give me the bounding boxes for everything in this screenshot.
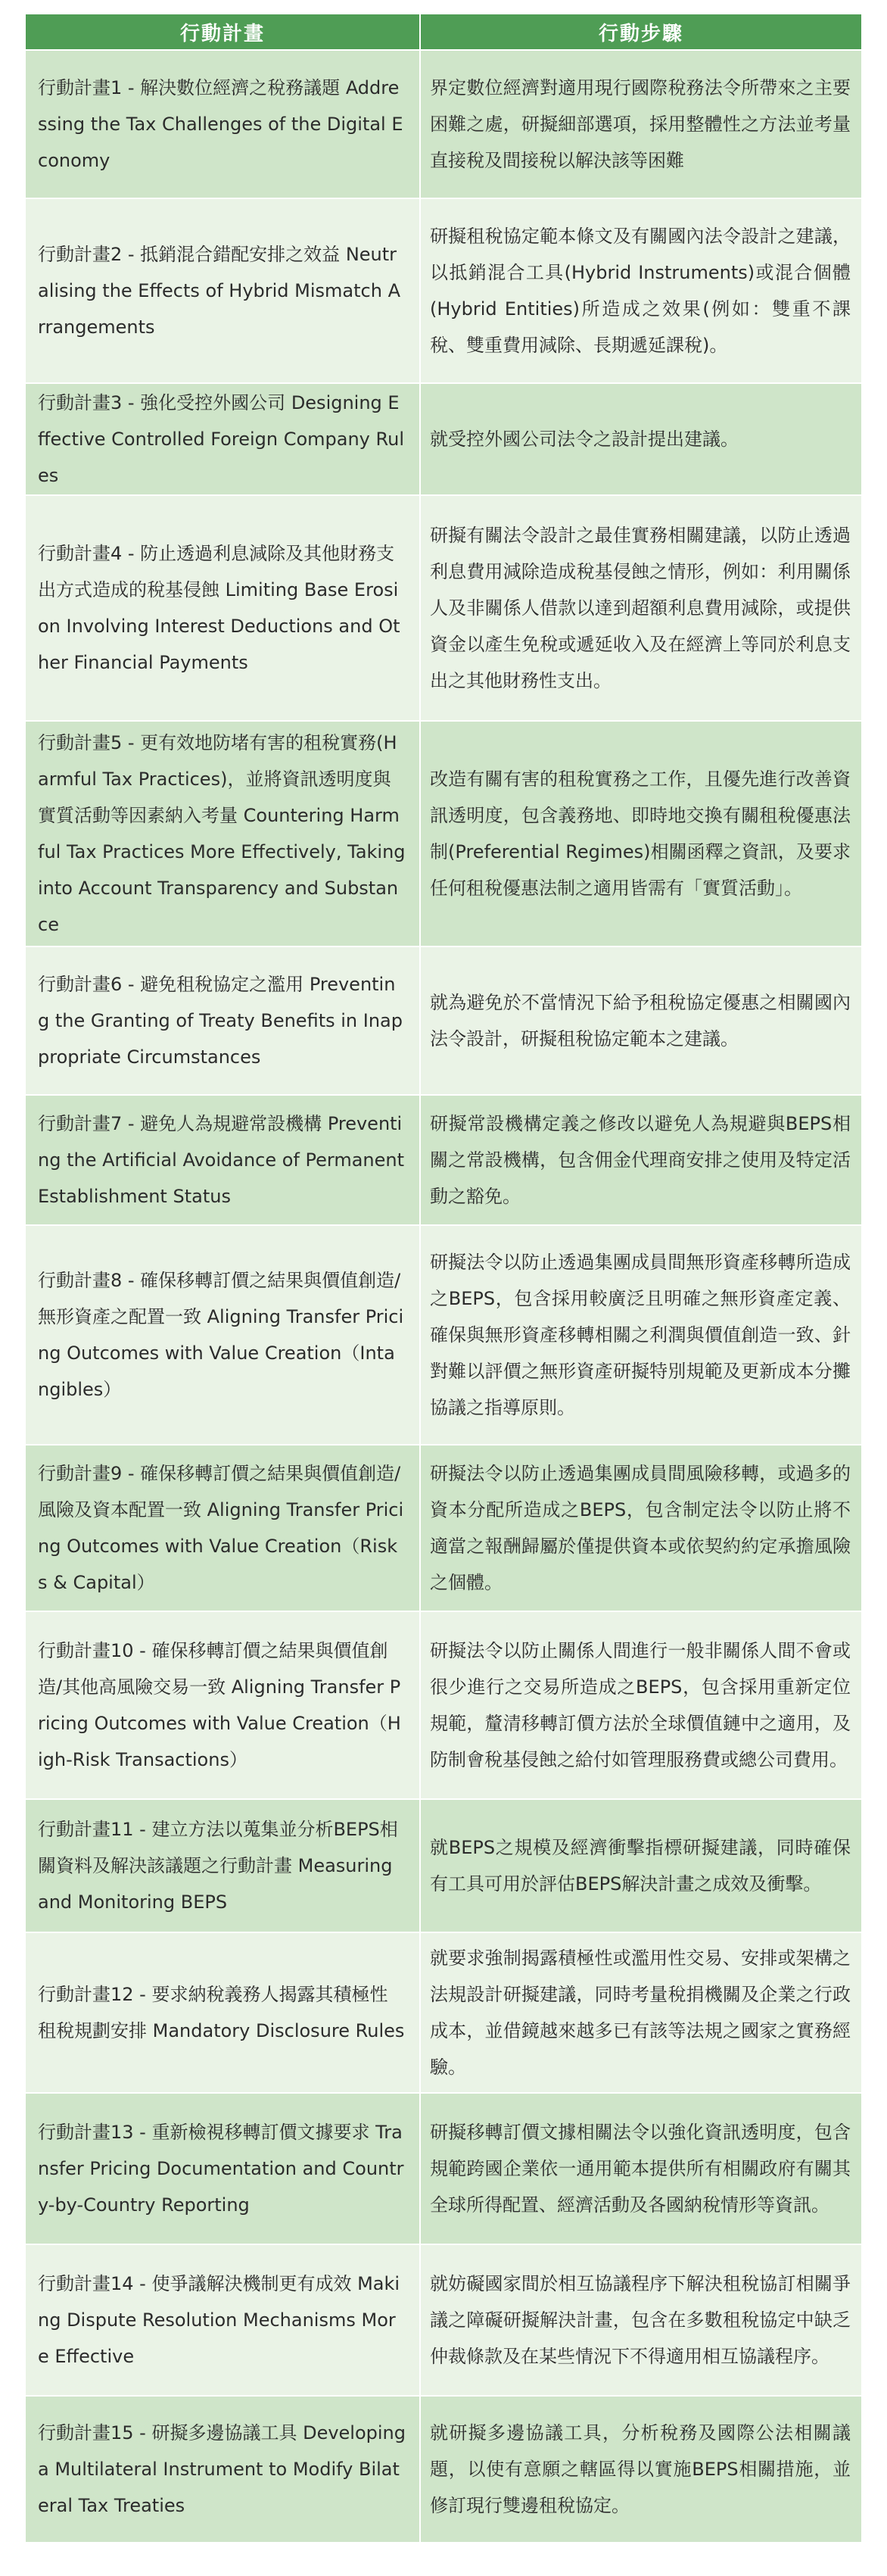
- step-text: 就研擬多邊協議工具，分析稅務及國際公法相關議題，以使有意願之轄區得以實施BEPS相關措施，並修訂現行雙邊租稅協定。: [430, 2422, 851, 2516]
- plan-text: 行動計畫4 - 防止透過利息減除及其他財務支出方式造成的稅基侵蝕 Limiting Base Erosion Involving Interest Deductions and Other Financial Payments: [38, 543, 400, 673]
- step-cell: [420, 1932, 861, 2093]
- plan-cell: [26, 495, 420, 721]
- table-row: [26, 383, 861, 495]
- step-text: 就為避免於不當情況下給予租稅協定優惠之相關國內法令設計，研擬租稅協定範本之建議。: [430, 992, 851, 1049]
- plan-text: 行動計畫10 - 確保移轉訂價之結果與價值創造/其他高風險交易一致 Aligning Transfer Pricing Outcomes with Value Creation（High-Risk Transactions）: [38, 1640, 401, 1770]
- step-text: 研擬法令以防止透過集團成員間風險移轉，或過多的資本分配所造成之BEPS，包含制定法令以防止將不適當之報酬歸屬於僅提供資本或依契約約定承擔風險之個體。: [430, 1463, 851, 1593]
- table-row: [26, 1445, 861, 1611]
- header-action-plan: 行動計畫: [26, 14, 420, 50]
- step-cell: [420, 1611, 861, 1799]
- plan-text: 行動計畫6 - 避免租稅協定之濫用 Preventing the Granting of Treaty Benefits in Inappropriate Circumstances: [38, 974, 403, 1068]
- plan-text: 行動計畫11 - 建立方法以蒐集並分析BEPS相關資料及解決該議題之行動計畫 Measuring and Monitoring BEPS: [38, 1819, 398, 1913]
- plan-text: 行動計畫15 - 研擬多邊協議工具 Developing a Multilateral Instrument to Modify Bilateral Tax Treaties: [38, 2422, 406, 2516]
- step-cell: [420, 1445, 861, 1611]
- table-row: [26, 50, 861, 198]
- step-cell: [420, 721, 861, 947]
- plan-text: 行動計畫2 - 抵銷混合錯配安排之效益 Neutralising the Effects of Hybrid Mismatch Arrangements: [38, 244, 400, 338]
- step-text: 研擬常設機構定義之修改以避免人為規避與BEPS相關之常設機構，包含佣金代理商安排之使用及特定活動之豁免。: [430, 1113, 851, 1207]
- plan-cell: [26, 383, 420, 495]
- step-cell: [420, 947, 861, 1095]
- plan-text: 行動計畫9 - 確保移轉訂價之結果與價值創造/風險及資本配置一致 Aligning Transfer Pricing Outcomes with Value Creation（Risks & Capital）: [38, 1463, 404, 1593]
- step-text: 就受控外國公司法令之設計提出建議。: [430, 429, 739, 450]
- header-action-steps: 行動步驟: [420, 14, 861, 50]
- table-row: [26, 1095, 861, 1225]
- step-text: 就要求強制揭露積極性或濫用性交易、安排或架構之法規設計研擬建議，同時考量稅捐機關及企業之行政成本，並借鏡越來越多已有該等法規之國家之實務經驗。: [430, 1948, 851, 2078]
- step-cell: [420, 1095, 861, 1225]
- plan-cell: [26, 50, 420, 198]
- table-row: [26, 495, 861, 721]
- step-text: 改造有關有害的租稅實務之工作，且優先進行改善資訊透明度，包含義務地、即時地交換有關租稅優惠法制(Preferential Regimes)相關函釋之資訊，及要求任何租稅優惠法制之適用皆需有「實質活動」。: [430, 769, 851, 899]
- plan-text: 行動計畫7 - 避免人為規避常設機構 Preventing the Artificial Avoidance of Permanent Establishment Status: [38, 1113, 405, 1207]
- step-cell: [420, 495, 861, 721]
- plan-cell: [26, 1611, 420, 1799]
- plan-text: 行動計畫5 - 更有效地防堵有害的租稅實務(Harmful Tax Practices)，並將資訊透明度與實質活動等因素納入考量 Countering Harmful Tax Practices More Effectively, Taking into Account Transparency and Substance: [38, 732, 406, 935]
- step-cell: [420, 1225, 861, 1445]
- plan-cell: [26, 1225, 420, 1445]
- table-row: [26, 2244, 861, 2396]
- table-row: [26, 721, 861, 947]
- step-text: 研擬有關法令設計之最佳實務相關建議，以防止透過利息費用減除造成稅基侵蝕之情形，例如：利用關係人及非關係人借款以達到超額利息費用減除，或提供資金以產生免稅或遞延收入及在經濟上等同於利息支出之其他財務性支出。: [430, 525, 851, 691]
- step-text: 研擬租稅協定範本條文及有關國內法令設計之建議，以抵銷混合工具(Hybrid Instruments)或混合個體(Hybrid Entities)所造成之效果(例如：雙重不課稅、雙重費用減除、長期遞延課稅)。: [430, 226, 851, 356]
- plan-cell: [26, 2244, 420, 2396]
- plan-cell: [26, 947, 420, 1095]
- plan-cell: [26, 1445, 420, 1611]
- table-row: [26, 1799, 861, 1932]
- table-row: [26, 198, 861, 383]
- beps-action-plan-table: [26, 14, 861, 2543]
- step-text: 就BEPS之規模及經濟衝擊指標研擬建議，同時確保有工具可用於評估BEPS解決計畫之成效及衝擊。: [430, 1837, 851, 1895]
- plan-text: 行動計畫1 - 解決數位經濟之稅務議題 Addressing the Tax Challenges of the Digital Economy: [38, 77, 403, 171]
- plan-cell: [26, 1932, 420, 2093]
- plan-cell: [26, 1799, 420, 1932]
- step-text: 研擬移轉訂價文據相關法令以強化資訊透明度，包含規範跨國企業依一通用範本提供所有相關政府有關其全球所得配置、經濟活動及各國納稅情形等資訊。: [430, 2122, 851, 2216]
- plan-text: 行動計畫8 - 確保移轉訂價之結果與價值創造/無形資產之配置一致 Aligning Transfer Pricing Outcomes with Value Creation（Intangibles）: [38, 1270, 404, 1400]
- step-text: 研擬法令以防止關係人間進行一般非關係人間不會或很少進行之交易所造成之BEPS，包含採用重新定位規範，釐清移轉訂價方法於全球價值鏈中之適用，及防制會稅基侵蝕之給付如管理服務費或總公司費用。: [430, 1640, 851, 1770]
- plan-cell: [26, 721, 420, 947]
- table-row: [26, 1611, 861, 1799]
- step-cell: [420, 383, 861, 495]
- step-text: 研擬法令以防止透過集團成員間無形資產移轉所造成之BEPS，包含採用較廣泛且明確之無形資產定義、確保與無形資產移轉相關之利潤與價值創造一致、針對難以評價之無形資產研擬特別規範及更新成本分攤協議之指導原則。: [430, 1252, 851, 1418]
- plan-cell: [26, 2396, 420, 2543]
- table-row: [26, 2093, 861, 2244]
- step-cell: [420, 2244, 861, 2396]
- table-row: [26, 1225, 861, 1445]
- plan-cell: [26, 2093, 420, 2244]
- plan-text: 行動計畫3 - 強化受控外國公司 Designing Effective Controlled Foreign Company Rules: [38, 392, 404, 486]
- plan-cell: [26, 1095, 420, 1225]
- step-cell: [420, 2396, 861, 2543]
- table-row: [26, 947, 861, 1095]
- plan-text: 行動計畫12 - 要求納稅義務人揭露其積極性租稅規劃安排 Mandatory Disclosure Rules: [38, 1984, 405, 2041]
- step-text: 就妨礙國家間於相互協議程序下解決租稅協訂相關爭議之障礙研擬解決計畫，包含在多數租稅協定中缺乏仲裁條款及在某些情況下不得適用相互協議程序。: [430, 2273, 851, 2367]
- step-cell: [420, 50, 861, 198]
- step-cell: [420, 198, 861, 383]
- plan-text: 行動計畫14 - 使爭議解決機制更有成效 Making Dispute Resolution Mechanisms More Effective: [38, 2273, 400, 2367]
- plan-text: 行動計畫13 - 重新檢視移轉訂價文據要求 Transfer Pricing Documentation and Country-by-Country Reporting: [38, 2122, 404, 2216]
- table-row: [26, 1932, 861, 2093]
- step-cell: [420, 2093, 861, 2244]
- table-header-row: [26, 14, 861, 50]
- step-cell: [420, 1799, 861, 1932]
- step-text: 界定數位經濟對適用現行國際稅務法令所帶來之主要困難之處，研擬細部選項，採用整體性之方法並考量直接稅及間接稅以解決該等困難: [430, 77, 851, 171]
- table-row: [26, 2396, 861, 2543]
- plan-cell: [26, 198, 420, 383]
